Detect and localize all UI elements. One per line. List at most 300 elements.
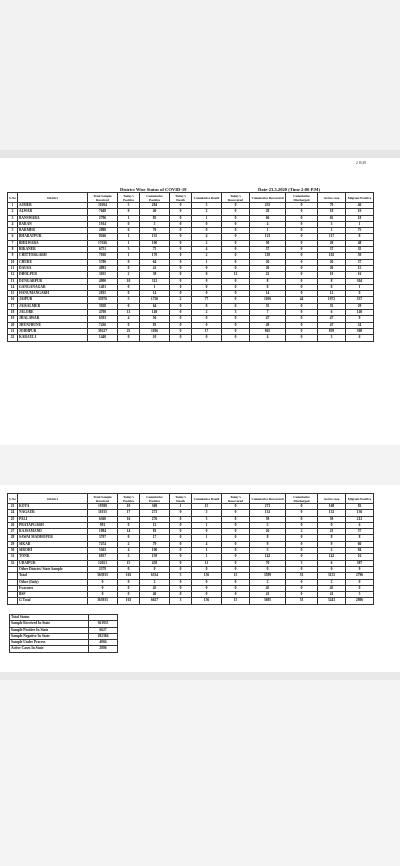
column-header-migrant-positive: Migrant Positive: [346, 193, 374, 203]
cell-district: UDAIPUR: [18, 560, 88, 566]
cell-cumulative-recovered: 70: [250, 560, 286, 566]
cell-district: AJMER: [18, 203, 88, 209]
cell-todays-positive: 3: [118, 247, 140, 253]
cell-migrant-positive: 0: [346, 291, 374, 297]
cell-todays-positive: 2: [118, 272, 140, 278]
cell-cumulative-discharged: 0: [286, 585, 318, 591]
cell-cumulative-recovered: 47: [250, 316, 286, 322]
cell-total-sample: 12651: [88, 560, 118, 566]
cell-district: BIKANER: [18, 247, 88, 253]
cell-migrant-positive: 94: [346, 548, 374, 554]
cell-active-case: 3243: [318, 598, 346, 604]
cell-total-sample: 2835: [88, 291, 118, 297]
cell-active-case: 65: [318, 215, 346, 221]
cell-active-case: 45: [318, 585, 346, 591]
cell-cumulative-positive: 170: [140, 253, 170, 259]
cell-todays-recovered: 0: [222, 535, 250, 541]
cell-cumulative-death: 156: [192, 598, 222, 604]
cell-migrant-positive: 387: [346, 560, 374, 566]
cell-cumulative-recovered: 14: [250, 291, 286, 297]
cell-active-case: 0: [318, 522, 346, 528]
cell-todays-positive: 5: [118, 297, 140, 303]
cell-sno: 5: [8, 228, 18, 234]
cell-total-sample: 5363: [88, 548, 118, 554]
cell-sno: 27: [8, 529, 18, 535]
cell-migrant-positive: 8: [346, 234, 374, 240]
cell-todays-positive: 163: [118, 598, 140, 604]
column-header-total-sample: Total Sample Received: [88, 494, 118, 504]
cell-total-sample: 5780: [88, 259, 118, 265]
cell-total-sample: 6957: [88, 554, 118, 560]
table-header-row: [8, 494, 374, 504]
cell-sno: 13: [8, 278, 18, 284]
cell-todays-death: 0: [170, 522, 192, 528]
cell-cumulative-discharged: 0: [286, 566, 318, 572]
cell-todays-death: 0: [170, 265, 192, 271]
cell-cumulative-death: 0: [192, 335, 222, 341]
cell-todays-recovered: 3: [222, 310, 250, 316]
cell-active-case: 9: [318, 541, 346, 547]
cell-cumulative-discharged: 0: [286, 228, 318, 234]
cell-todays-death: 0: [170, 585, 192, 591]
cell-cumulative-recovered: 235: [250, 203, 286, 209]
cell-cumulative-discharged: 0: [286, 209, 318, 215]
cell-district: JALORE: [18, 310, 88, 316]
cell-district: Other District/ State Sample: [18, 566, 88, 572]
bottom-background: [0, 680, 400, 866]
cell-cumulative-recovered: 4: [250, 335, 286, 341]
total-status-summary: [9, 614, 118, 653]
cell-todays-recovered: 0: [222, 303, 250, 309]
cell-sno: 24: [8, 510, 18, 516]
cell-cumulative-discharged: 0: [286, 221, 318, 227]
cell-cumulative-death: 0: [192, 529, 222, 535]
cell-todays-recovered: 0: [222, 328, 250, 334]
cell-cumulative-death: 0: [192, 265, 222, 271]
cell-todays-positive: 0: [118, 259, 140, 265]
cell-todays-positive: 10: [118, 504, 140, 510]
cell-cumulative-recovered: 272: [250, 504, 286, 510]
column-header-sno: S.No: [8, 494, 18, 504]
cell-todays-recovered: 0: [222, 522, 250, 528]
cell-cumulative-positive: 276: [140, 516, 170, 522]
cell-district: DAUSA: [18, 265, 88, 271]
cell-active-case: 142: [318, 554, 346, 560]
cell-todays-death: 1: [170, 504, 192, 510]
cell-sno: 7: [8, 240, 18, 246]
cell-cumulative-death: 1: [192, 554, 222, 560]
cell-sno: 4: [8, 221, 18, 227]
cell-sno: 25: [8, 516, 18, 522]
cell-total-sample: 7030: [88, 253, 118, 259]
cell-todays-death: 0: [170, 516, 192, 522]
cell-todays-positive: 5: [118, 203, 140, 209]
cell-cumulative-positive: 38: [140, 272, 170, 278]
cell-todays-positive: 23: [118, 328, 140, 334]
summary-label: Sample Negative In State: [10, 633, 89, 639]
cell-migrant-positive: 75: [346, 228, 374, 234]
cell-cumulative-discharged: 0: [286, 240, 318, 246]
cell-migrant-positive: 48: [346, 240, 374, 246]
cell-todays-death: 0: [170, 566, 192, 572]
table-row: [8, 335, 374, 341]
summary-value: 6627: [89, 627, 118, 633]
cell-cumulative-positive: 17: [140, 535, 170, 541]
cell-migrant-positive: 18: [346, 215, 374, 221]
cell-district: KOTA: [18, 504, 88, 510]
cell-todays-positive: 0: [118, 535, 140, 541]
cell-cumulative-death: 0: [192, 566, 222, 572]
cell-todays-recovered: 0: [222, 297, 250, 303]
cell-sno: 17: [8, 303, 18, 309]
cell-total-sample: 19398: [88, 504, 118, 510]
cell-sno: 26: [8, 522, 18, 528]
cell-active-case: 12: [318, 291, 346, 297]
cell-cumulative-death: 0: [192, 585, 222, 591]
cell-cumulative-positive: 56: [140, 316, 170, 322]
cell-total-sample: 3707: [88, 535, 118, 541]
cell-cumulative-death: 5: [192, 510, 222, 516]
cell-todays-positive: 0: [118, 579, 140, 585]
cell-total-sample: 3928: [88, 303, 118, 309]
cell-active-case: 1072: [318, 297, 346, 303]
cell-cumulative-death: 0: [192, 291, 222, 297]
cell-todays-recovered: 0: [222, 234, 250, 240]
cell-district: Total: [18, 573, 88, 579]
page-stamp: 2 8/49: [355, 160, 366, 165]
cell-active-case: 2: [318, 579, 346, 585]
cell-cumulative-positive: 458: [140, 560, 170, 566]
cell-cumulative-positive: 6534: [140, 573, 170, 579]
cell-cumulative-discharged: 0: [286, 215, 318, 221]
cell-todays-positive: 0: [118, 522, 140, 528]
cell-todays-death: 0: [170, 291, 192, 297]
cell-total-sample: 2379: [88, 566, 118, 572]
cell-migrant-positive: 15: [346, 265, 374, 271]
cell-cumulative-death: 0: [192, 592, 222, 598]
cell-district: BSF: [18, 592, 88, 598]
cell-sno: 20: [8, 322, 18, 328]
cell-cumulative-positive: 64: [140, 259, 170, 265]
summary-value: 292384: [89, 633, 118, 639]
cell-todays-death: 0: [170, 209, 192, 215]
cell-active-case: 3: [318, 335, 346, 341]
cell-todays-recovered: 0: [222, 548, 250, 554]
cell-district: PALI: [18, 516, 88, 522]
cell-district: DUNGARPUR: [18, 278, 88, 284]
page-separator: [0, 672, 400, 680]
cell-cumulative-discharged: 0: [286, 535, 318, 541]
cell-cumulative-positive: 12: [140, 522, 170, 528]
cell-migrant-positive: 2796: [346, 573, 374, 579]
cell-cumulative-death: 2: [192, 310, 222, 316]
cell-todays-recovered: 0: [222, 215, 250, 221]
cell-cumulative-positive: 83: [140, 322, 170, 328]
cell-todays-positive: 2: [118, 541, 140, 547]
cell-cumulative-positive: 1186: [140, 328, 170, 334]
cell-cumulative-discharged: 2: [286, 529, 318, 535]
column-header-district: District: [18, 494, 88, 504]
cell-todays-recovered: 0: [222, 316, 250, 322]
cell-cumulative-recovered: 50: [250, 240, 286, 246]
cell-todays-positive: 16: [118, 516, 140, 522]
summary-label: Active Cases In State: [10, 646, 89, 652]
cell-cumulative-discharged: 0: [286, 272, 318, 278]
cell-todays-death: 0: [170, 284, 192, 290]
cell-todays-recovered: 0: [222, 247, 250, 253]
summary-row: [10, 646, 118, 652]
cell-active-case: 79: [318, 203, 346, 209]
cell-migrant-positive: 6: [346, 335, 374, 341]
summary-value: 2806: [89, 646, 118, 652]
cell-sno: 9: [8, 253, 18, 259]
cell-total-sample: 2796: [88, 215, 118, 221]
cell-todays-death: 0: [170, 215, 192, 221]
cell-active-case: 26: [318, 259, 346, 265]
column-header-cumulative-positive: Cumulative Positive: [140, 193, 170, 203]
cell-todays-positive: 0: [118, 592, 140, 598]
cell-district: JHUNJHUNU: [18, 322, 88, 328]
cell-cumulative-discharged: 0: [286, 247, 318, 253]
cell-cumulative-recovered: 26: [250, 259, 286, 265]
cell-active-case: 23: [318, 529, 346, 535]
cell-district: SIKAR: [18, 541, 88, 547]
column-header-active-case: Active case: [318, 193, 346, 203]
cell-sno: 8: [8, 247, 18, 253]
cell-todays-recovered: 0: [222, 560, 250, 566]
cell-cumulative-positive: 273: [140, 510, 170, 516]
cell-cumulative-death: 0: [192, 228, 222, 234]
cell-cumulative-discharged: 0: [286, 522, 318, 528]
cell-district: BHILWARA: [18, 240, 88, 246]
cell-cumulative-discharged: 0: [286, 303, 318, 309]
column-header-todays-death: Today's Death: [170, 193, 192, 203]
cell-todays-death: 0: [170, 247, 192, 253]
cell-todays-positive: 17: [118, 510, 140, 516]
column-header-todays-positive: Today's Positive: [118, 494, 140, 504]
cell-todays-recovered: 0: [222, 284, 250, 290]
page-gap: [0, 445, 400, 485]
cell-migrant-positive: 82: [346, 504, 374, 510]
cell-migrant-positive: 0: [346, 579, 374, 585]
cell-todays-death: 0: [170, 548, 192, 554]
cell-cumulative-recovered: 28: [250, 209, 286, 215]
cell-migrant-positive: 50: [346, 253, 374, 259]
cell-cumulative-recovered: 1106: [250, 297, 286, 303]
cell-todays-positive: 1: [118, 234, 140, 240]
cell-cumulative-discharged: 0: [286, 328, 318, 334]
cell-todays-recovered: 0: [222, 566, 250, 572]
cell-cumulative-recovered: 9: [250, 541, 286, 547]
cell-cumulative-positive: 64: [140, 303, 170, 309]
cell-total-sample: 4990: [88, 278, 118, 284]
cell-cumulative-death: 4: [192, 247, 222, 253]
cell-todays-death: 0: [170, 259, 192, 265]
cell-total-sample: 39227: [88, 328, 118, 334]
cell-total-sample: 17636: [88, 240, 118, 246]
cell-todays-death: 3: [170, 573, 192, 579]
cell-total-sample: 11694: [88, 203, 118, 209]
cell-total-sample: 2880: [88, 228, 118, 234]
cell-todays-death: 0: [170, 335, 192, 341]
cell-cumulative-recovered: 0: [250, 566, 286, 572]
cell-active-case: 0: [318, 566, 346, 572]
cell-todays-death: 0: [170, 535, 192, 541]
cell-migrant-positive: 35: [346, 247, 374, 253]
cell-active-case: 37: [318, 247, 346, 253]
cell-cumulative-positive: 45: [140, 585, 170, 591]
cell-cumulative-positive: 159: [140, 554, 170, 560]
summary-label: Sample Under Process: [10, 640, 89, 646]
cell-cumulative-positive: 1720: [140, 297, 170, 303]
cell-cumulative-positive: 369: [140, 504, 170, 510]
cell-cumulative-death: 1: [192, 215, 222, 221]
page-separator: [0, 150, 400, 158]
cell-todays-death: 0: [170, 529, 192, 535]
cell-todays-death: 0: [170, 310, 192, 316]
cell-cumulative-death: 0: [192, 278, 222, 284]
cell-district: NAGAUR: [18, 510, 88, 516]
cell-todays-recovered: 0: [222, 221, 250, 227]
summary-label: Total Status: [10, 615, 89, 621]
cell-sno: 28: [8, 535, 18, 541]
cell-cumulative-recovered: 45: [250, 585, 286, 591]
cell-migrant-positive: 16: [346, 554, 374, 560]
cell-active-case: 26: [318, 265, 346, 271]
cell-cumulative-death: 3: [192, 203, 222, 209]
cell-todays-positive: 0: [118, 265, 140, 271]
cell-cumulative-positive: 79: [140, 541, 170, 547]
cell-active-case: 8: [318, 278, 346, 284]
cell-cumulative-recovered: 132: [250, 510, 286, 516]
cell-district: JODHPUR: [18, 328, 88, 334]
cell-todays-death: 0: [170, 328, 192, 334]
cell-todays-death: 0: [170, 322, 192, 328]
column-header-active-case: Active case: [318, 494, 346, 504]
cell-migrant-positive: 16: [346, 272, 374, 278]
district-status-table-continued: [7, 493, 374, 605]
cell-district: HANUMANGARH: [18, 291, 88, 297]
cell-active-case: 2: [318, 548, 346, 554]
cell-migrant-positive: 537: [346, 297, 374, 303]
cell-cumulative-discharged: 0: [286, 504, 318, 510]
cell-todays-recovered: 0: [222, 228, 250, 234]
cell-todays-death: 0: [170, 228, 192, 234]
cell-cumulative-recovered: 4: [250, 221, 286, 227]
cell-active-case: 6: [318, 310, 346, 316]
cell-cumulative-positive: 46: [140, 592, 170, 598]
cell-sno: 31: [8, 554, 18, 560]
cell-todays-death: 0: [170, 278, 192, 284]
cell-active-case: 18: [318, 209, 346, 215]
cell-district: DHOLPUR: [18, 272, 88, 278]
cell-active-case: 3155: [318, 573, 346, 579]
cell-total-sample: 8266: [88, 234, 118, 240]
cell-district: Evacuees: [18, 585, 88, 591]
cell-district: SAWAI MADHOPUR: [18, 535, 88, 541]
cell-cumulative-recovered: 41: [250, 592, 286, 598]
cell-district: SIROHI: [18, 548, 88, 554]
cell-district: CHURU: [18, 259, 88, 265]
cell-active-case: 859: [318, 328, 346, 334]
cell-todays-positive: 1: [118, 253, 140, 259]
cell-migrant-positive: 37: [346, 259, 374, 265]
column-header-todays-death: Today's Death: [170, 494, 192, 504]
cell-todays-recovered: 15: [222, 598, 250, 604]
cell-cumulative-positive: 312: [140, 278, 170, 284]
column-header-todays-positive: Today's Positive: [118, 193, 140, 203]
cell-sno: 12: [8, 272, 18, 278]
cell-active-case: 47: [318, 322, 346, 328]
column-header-cumulative-death: Cumulative Death: [192, 494, 222, 504]
cell-cumulative-death: 2: [192, 253, 222, 259]
cell-cumulative-discharged: 53: [286, 573, 318, 579]
cell-district: PRATAPGARH: [18, 522, 88, 528]
cell-cumulative-discharged: 0: [286, 278, 318, 284]
report-date: Date-23.5.2020 (Time 2:00 P.M): [258, 187, 321, 192]
cell-cumulative-death: 1: [192, 548, 222, 554]
table-header-row: [8, 193, 374, 203]
cell-sno: 23: [8, 504, 18, 510]
cell-total-sample: 4883: [88, 265, 118, 271]
cell-todays-recovered: 0: [222, 585, 250, 591]
cell-active-case: 0: [318, 284, 346, 290]
cell-todays-death: 0: [170, 240, 192, 246]
cell-total-sample: 33976: [88, 297, 118, 303]
cell-district: BARAN: [18, 221, 88, 227]
cell-cumulative-discharged: 44: [286, 297, 318, 303]
cell-sno: 6: [8, 234, 18, 240]
cell-cumulative-positive: 2: [140, 579, 170, 585]
cell-todays-positive: 1: [118, 240, 140, 246]
cell-district: JHALAWAR: [18, 316, 88, 322]
cell-district: GANGANAGAR: [18, 284, 88, 290]
cell-active-case: 10: [318, 272, 346, 278]
cell-cumulative-positive: 135: [140, 234, 170, 240]
cell-cumulative-recovered: 0: [250, 284, 286, 290]
cell-cumulative-discharged: 3: [286, 560, 318, 566]
cell-todays-death: 0: [170, 560, 192, 566]
cell-todays-positive: 4: [118, 548, 140, 554]
cell-todays-positive: 0: [118, 322, 140, 328]
cell-todays-death: 0: [170, 272, 192, 278]
cell-cumulative-positive: 83: [140, 529, 170, 535]
cell-cumulative-positive: 85: [140, 215, 170, 221]
cell-cumulative-recovered: 118: [250, 253, 286, 259]
cell-cumulative-recovered: 59: [250, 516, 286, 522]
column-header-todays-recovered: Today's Recovered: [222, 193, 250, 203]
cell-sno: [8, 598, 18, 604]
cell-todays-positive: 15: [118, 560, 140, 566]
cell-active-case: 3: [318, 221, 346, 227]
cell-migrant-positive: 1: [346, 284, 374, 290]
cell-total-sample: 981: [88, 522, 118, 528]
cell-active-case: 28: [318, 240, 346, 246]
cell-total-sample: 3035: [88, 272, 118, 278]
column-header-cumulative-discharged: Cumulative Discharged: [286, 193, 318, 203]
cell-district: RAJSAMAND: [18, 529, 88, 535]
cell-cumulative-recovered: 865: [250, 328, 286, 334]
cell-sno: 14: [8, 284, 18, 290]
cell-cumulative-death: 1: [192, 522, 222, 528]
cell-cumulative-discharged: 0: [286, 316, 318, 322]
column-header-cumulative-recovered: Cumulative Recovered: [250, 193, 286, 203]
cell-district: TONK: [18, 554, 88, 560]
cell-total-sample: 11035: [88, 510, 118, 516]
cell-todays-recovered: 0: [222, 541, 250, 547]
column-header-total-sample: Total Sample Received: [88, 193, 118, 203]
cell-cumulative-recovered: 26: [250, 265, 286, 271]
